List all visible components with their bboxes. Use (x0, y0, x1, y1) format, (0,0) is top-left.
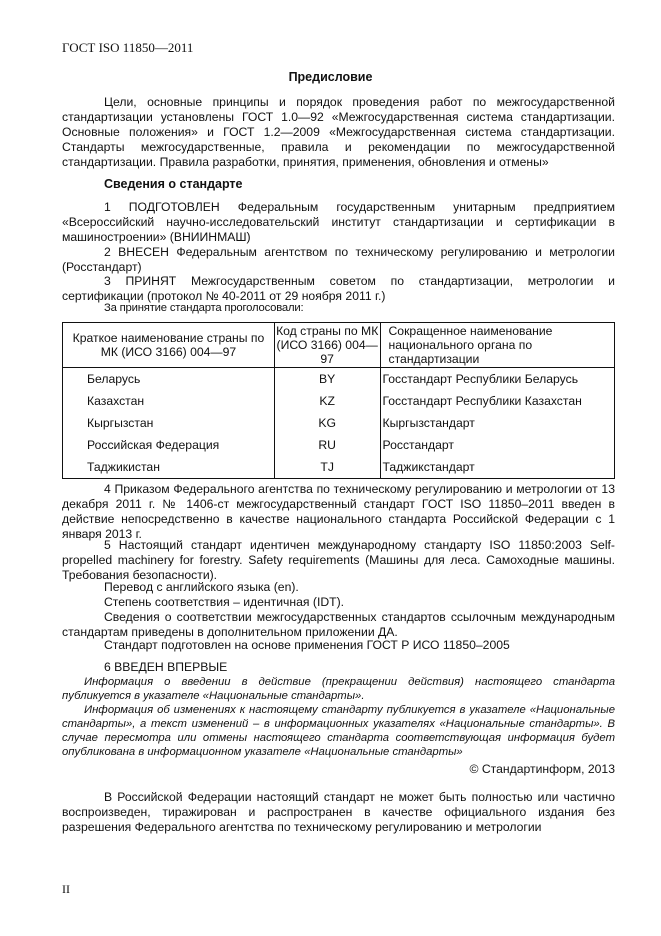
table-header-row (63, 323, 615, 368)
table-row (63, 456, 615, 479)
header-code: Код страны по МК (ИСО 3166) 004— 97 (276, 324, 379, 366)
cell-country: Беларусь (63, 368, 275, 391)
cell-body: Госстандарт Республики Казахстан (380, 390, 615, 412)
table-row (63, 390, 615, 412)
vote-line: За принятие стандарта проголосовали: (104, 302, 304, 314)
table-row (63, 368, 615, 391)
references-line: Сведения о соответствии межгосударственных стандартов ссылочным международным стандартам приведены в дополнительном приложении ДА. (62, 610, 615, 639)
cell-country: Российская Федерация (63, 434, 275, 456)
cell-code: BY (274, 368, 380, 391)
cell-body: Росстандарт (380, 434, 615, 456)
page-number: II (62, 882, 70, 896)
table-row (63, 434, 615, 456)
info-heading: Сведения о стандарте (104, 177, 243, 191)
note-introduction: Информация о введении в действие (прекращении действия) настоящего стандарта публикуется в указателе «Национальные стандарты». (62, 676, 615, 702)
item-5-identity: 5 Настоящий стандарт идентичен международному стандарту ISO 11850:2003 Self-propelled machinery for forestry. Safety requirements (Машины для леса. Самоходные машины. Требования безопасности). (62, 538, 615, 582)
cell-body: Кыргызстандарт (380, 412, 615, 434)
item-6-introduced: 6 ВВЕДЕН ВПЕРВЫЕ (104, 660, 228, 674)
cell-country: Казахстан (63, 390, 275, 412)
table-row (63, 412, 615, 434)
prepared-line: Стандарт подготовлен на основе применения ГОСТ Р ИСО 11850–2005 (104, 638, 510, 652)
compliance-line: Степень соответствия – идентичная (IDT). (104, 595, 345, 609)
preface-title: Предисловие (288, 70, 373, 84)
cell-code: TJ (274, 456, 380, 479)
cell-body: Таджикстандарт (380, 456, 615, 479)
item-4-order: 4 Приказом Федерального агентства по техническому регулированию и метрологии от 13 декабря 2011 г. № 1406-ст межгосударственный стандарт ГОСТ ISO 11850–2011 введен в действие непосредственно в качестве национального стандарта Российской Федерации с 1 января 2013 г. (62, 482, 615, 541)
item-2-introduced: 2 ВНЕСЕН Федеральным агентством по техническому регулированию и метрологии (Росстандарт) (62, 245, 615, 274)
cell-country: Кыргызстан (63, 412, 275, 434)
preface-intro: Цели, основные принципы и порядок проведения работ по межгосударственной стандартизации установлены ГОСТ 1.0—92 «Межгосударственная система стандартизации. Основные положения» и ГОСТ 1.2—2009 «Межгосударственная система стандартизации. Стандарты межгосударственные, правила и рекомендации по межгосударственной стандартизации. Правила разработки, принятия, применения, обновления и отмены» (62, 95, 615, 169)
legal-notice: В Российской Федерации настоящий стандарт не может быть полностью или частично воспроизведен, тиражирован и распространен в качестве официального издания без разрешения Федерального агентства по техническому регулированию и метрологии (62, 790, 615, 834)
cell-code: KZ (274, 390, 380, 412)
cell-code: RU (274, 434, 380, 456)
cell-code: KG (274, 412, 380, 434)
voting-table (62, 322, 615, 479)
item-1-prepared: 1 ПОДГОТОВЛЕН Федеральным государственным унитарным предприятием «Всероссийский научно-исследовательский институт стандартизации и сертификации в машиностроении» (ВНИИНМАШ) (62, 200, 615, 244)
item-3-adopted: 3 ПРИНЯТ Межгосударственным советом по стандартизации, метрологии и сертификации (протокол № 40-2011 от 29 ноября 2011 г.) (62, 274, 615, 303)
copyright: © Стандартинформ, 2013 (469, 762, 615, 776)
document-id: ГОСТ ISO 11850—2011 (62, 40, 194, 55)
cell-body: Госстандарт Республики Беларусь (380, 368, 615, 391)
header-country: Краткое наименование страны по МК (ИСО 3166) 004—97 (63, 323, 275, 368)
header-body: Сокращенное наименование национального органа по стандартизации (380, 323, 615, 368)
cell-country: Таджикистан (63, 456, 275, 479)
note-changes: Информация об изменениях к настоящему стандарту публикуется в указателе «Национальные стандарты», а текст изменений – в информационных указателях «Национальные стандарты». В случае пересмотра или отмены настоящего стандарта соответствующая информация будет опубликована в информационном указателе «Национальные стандарты» (62, 704, 615, 758)
translation-line: Перевод с английского языка (en). (104, 580, 299, 594)
